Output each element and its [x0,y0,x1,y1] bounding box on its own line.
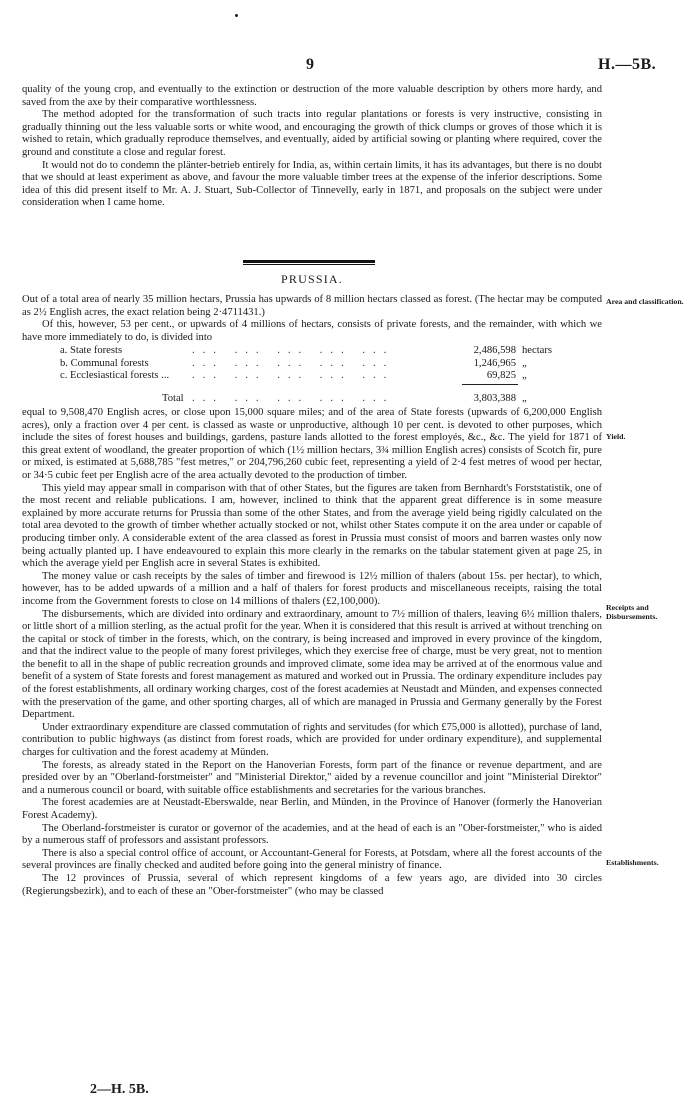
top-text-block [22,84,602,210]
paragraph: The disbursements, which are divided into ordinary and extraordinary, amount to 7½ million of thalers, leaving 6½ million thalers, or little short of a million sterling, as the actual profit for the year. When it is considered that this result is arrived at without trenching on the capital or stock of timber in the forests, which, on the contrary, is being increased and improved in every province of the kingdom, and that the indirect value to the people of many forest privileges, which they exercise free of charge, must be very great, not to mention the benefit to all in the shape of public recreation grounds and improved climate, some idea may be arrived at of the enormous value and benefit of a system of State forests and forest management as matured and worked out in Prussia. The ordinary expenditure includes pay of the forest establishments, all ordinary working charges, cost of the forest academies at Neustadt and Münden, and expenses connected with the preservation of the game, and other sporting charges, all of which are managed in Prussia and Germany generally by the Forest Department. [22,608,602,721]
margin-note-area: Area and classification. [606,297,684,306]
row-value: 1,246,965 [473,357,516,369]
total-value: 3,803,388 [473,392,516,404]
paragraph: It would not do to condemn the plänter-betrieb entirely for India, as, within certain limits, it has its advantages, but there is no doubt that we should at least experiment as above, and favour the more valuable timber trees at the expense of the inferior descriptions. Some idea of this did present itself to Mr. A. J. Stuart, Sub-Collector of Tinnevelly, early in 1871, and proposals on the subject were under consideration when I came home. [22,159,602,209]
leader-dots: ... ... ... ... ... [192,357,395,369]
leader-dots: ... ... ... ... ... [192,345,395,356]
row-unit: „ [522,357,527,369]
intro-text-block [22,294,602,344]
print-mark [235,14,238,17]
footer-signature: 2—H. 5B. [90,1082,149,1097]
total-label: Total [162,392,184,404]
sum-rule [462,384,518,385]
table-total-row [22,393,612,406]
row-label: a. State forests [60,345,123,356]
section-title: PRUSSIA. [281,272,343,286]
row-value: 2,486,598 [473,345,516,356]
row-unit: hectars [522,345,552,356]
paragraph: This yield may appear small in comparison with that of other States, but the figures are taken from Bernhardt's Forststatistik, one of the most recent and reliable publications. I am, however, inclined to think that the apparent great difference is in some measure explained by more accurate returns for Prussia than some of the other States, and from the average yield being rigidly calculated on the total area devoted to the growth of timber whether actually stocked or not, whilst other States compute it on the area under or capable of producing timber only. A considerable extent of the area classed as forest in Prussia must consist of moors and barren wastes only now being actually planted up. I have endeavoured to explain this more clearly in the remarks on the tabular statement given at page 25, in which the average yield per English acre in several States is exhibited. [22,482,602,570]
paragraph: Out of a total area of nearly 35 million hectars, Prussia has upwards of 8 million hectars classed as forest. (The hectar may be computed as 2½ English acres, the exact relation being 2·4711431.) [22,294,602,318]
margin-note-establishments: Establishments. [606,858,659,867]
table-row [22,358,612,371]
paragraph: The money value or cash receipts by the sales of timber and firewood is 12½ million of thalers (about 15s. per hectar), to which, however, has to be added upwards of a million and a half of thalers for forest products and miscellaneous receipts, raising the total income from the Government forests to close on 14 millions of thalers (£2,100,000). [22,570,602,607]
paragraph: The forests, as already stated in the Report on the Hanoverian Forests, form part of the finance or revenue department, and are presided over by an "Oberland-forstmeister" and "Ministerial Direktor," aided by a revenue councillor and joint "Ministerial Direktor" and a numerous council or board, with suitable office establishments and secretaries for the various branches. [22,759,602,796]
margin-note-yield: Yield. [606,432,626,441]
table-row [22,370,612,383]
paragraph: The method adopted for the transformation of such tracts into regular plantations or forests is very instructive, consisting in gradually thinning out the less valuable sorts or white wood, and encouraging the growth of thick clumps or groves of those which it is wished to retain, which gradually reproduce themselves, and eventually, aided by artificial sowing or planting where required, cover the ground and constitute a close and regular forest. [22,109,602,158]
row-value: 69,825 [486,370,516,382]
leader-dots: ... ... ... ... ... [192,392,395,404]
section-divider-thin [243,264,375,265]
total-unit: „ [522,392,527,404]
paragraph: The 12 provinces of Prussia, several of which represent kingdoms of a few years ago, are divided into 30 circles (Regierungsbezirk), and to each of these an "Ober-forstmeister" (who may be classed [22,872,602,897]
document-reference: H.—5B. [598,56,657,73]
paragraph: The forest academies are at Neustadt-Eberswalde, near Berlin, and Münden, in the Province of Hanover (formerly the Hanoverian Forest Academy). [22,797,602,821]
section-divider [243,260,375,263]
paragraph: There is also a special control office of account, or Accountant-General for Forests, at Potsdam, where all the forest accounts of the several provinces are finally checked and audited before going into the general ministry of finance. [22,847,602,872]
table-row [22,345,612,358]
row-label: b. Communal forests [60,357,149,369]
main-text-block [22,407,602,898]
row-label: c. Ecclesiastical forests ... [60,370,170,382]
paragraph: Under extraordinary expenditure are classed commutation of rights and servitudes (for which £75,000 is allotted), purchase of land, contribution to public highways (as distinct from forest roads, which are provided for under ordinary expenditure), and supplemental charges for cultivation and the forest academy at Münden. [22,721,602,759]
paragraph: The Oberland-forstmeister is curator or governor of the academies, and at the head of each is an "Ober-forstmeister," who is aided by a numerous staff of professors and assistant professors. [22,822,602,847]
forest-area-table [22,345,612,405]
leader-dots: ... ... ... ... ... [192,370,395,382]
paragraph: equal to 9,508,470 English acres, or close upon 15,000 square miles; and of the area of State forests (upwards of 6,200,000 English acres), only a fraction over 4 per cent. is classed as waste or unproductive, although 10 per cent. is devoted to other purposes, which include the sites of forest houses and buildings, gardens, pasture lands allotted to the forest employés, &c., &c. The yield for 1871 of this great extent of woodland, the greater proportion of which (1½ million hectars, 3¾ million English acres) consists of Scotch fir, pure or mixed, is estimated at 5,688,785 "fest metres," or 204,796,260 cubic feet, representing a yield of 2·4 fest metres of wood per hectar, or 34·5 cubic feet per English acre of the area actually devoted to the production of timber. [22,407,602,481]
paragraph: Of this, however, 53 per cent., or upwards of 4 millions of hectars, consists of private forests, and the remainder, with which we have more immediately to do, is divided into [22,319,602,343]
paragraph: quality of the young crop, and eventually to the extinction or destruction of the more valuable description by others more hardy, and saved from the axe by their comparative worthlessness. [22,84,602,108]
page-number: 9 [306,56,314,73]
row-unit: „ [522,370,527,382]
margin-note-receipts: Receipts and Disbursements. [606,603,658,621]
